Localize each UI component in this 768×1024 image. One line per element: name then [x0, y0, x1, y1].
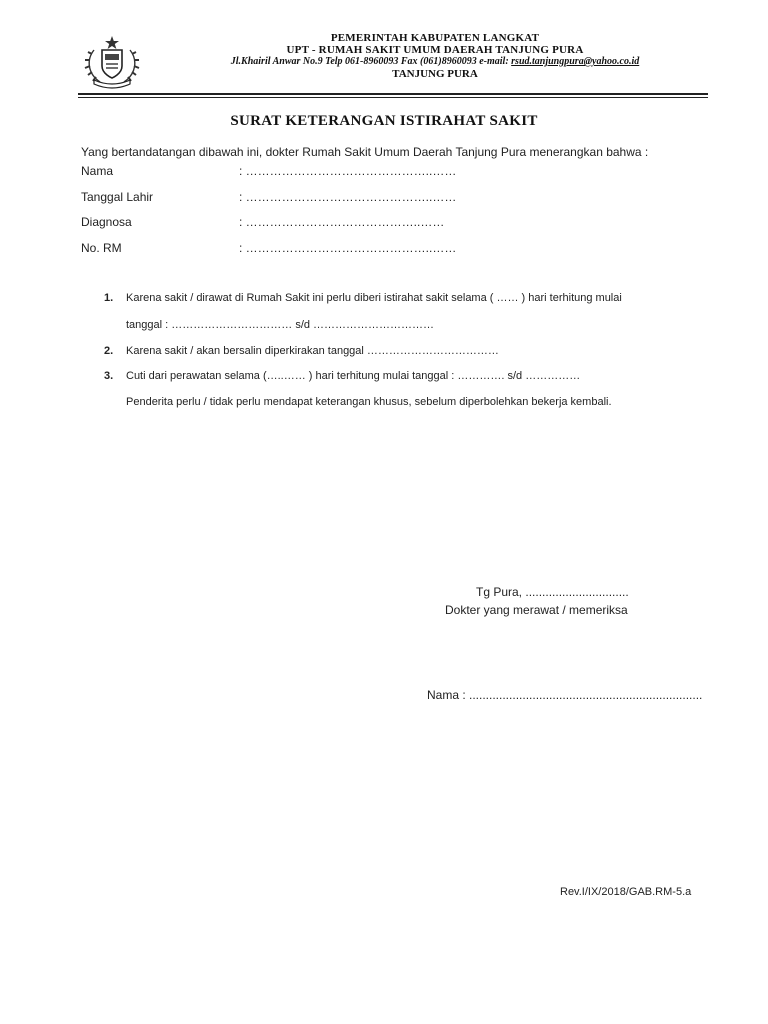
doctor-name-line: Nama : ......................................................................	[427, 688, 703, 702]
item-text: Karena sakit / akan bersalin diperkirakan tanggal ………………………………	[126, 345, 499, 357]
regency-emblem-icon	[80, 34, 144, 90]
letterhead	[150, 32, 720, 80]
field-label: No. RM	[81, 241, 122, 255]
field-no-rm	[81, 241, 456, 255]
letterhead-rule-thin	[78, 97, 708, 98]
address-text: Jl.Khairil Anwar No.9 Telp 061-8960093 Fax (061)8960093 e-mail:	[230, 56, 509, 67]
email-link[interactable]: rsud.tanjungpura@yahoo.co.id	[511, 56, 640, 67]
item-number: 1.	[104, 292, 114, 304]
item-text: Karena sakit / dirawat di Rumah Sakit ini perlu diberi istirahat sakit selama ( …… ) hari terhitung mulai	[126, 292, 622, 304]
field-label: Tanggal Lahir	[81, 190, 154, 204]
document-title: SURAT KETERANGAN ISTIRAHAT SAKIT	[230, 113, 538, 129]
letterhead-city: TANJUNG PURA	[392, 68, 478, 80]
field-label: Diagnosa	[81, 215, 132, 229]
place-date: Tg Pura, ...............................	[476, 585, 629, 599]
letterhead-government: PEMERINTAH KABUPATEN LANGKAT	[330, 32, 540, 44]
field-nama	[81, 164, 456, 178]
letterhead-hospital: UPT - RUMAH SAKIT UMUM DAERAH TANJUNG PURA	[286, 44, 584, 56]
list-item-2	[104, 345, 499, 357]
list-item-1	[104, 292, 622, 304]
field-value: : ……………………………………..……	[239, 215, 445, 229]
doctor-role: Dokter yang merawat / memeriksa	[445, 603, 628, 617]
field-diagnosa	[81, 215, 444, 229]
field-label: Nama	[81, 164, 114, 178]
revision-code: Rev.I/IX/2018/GAB.RM-5.a	[560, 886, 692, 898]
intro-text: Yang bertandatangan dibawah ini, dokter Rumah Sakit Umum Daerah Tanjung Pura menerangkan bahwa :	[81, 145, 649, 159]
letterhead-address	[150, 56, 720, 68]
field-value: : ………………………………………..……	[239, 241, 457, 255]
letterhead-rule-thick	[78, 93, 708, 95]
field-value: : ………………………………………..……	[239, 164, 457, 178]
item-number: 2.	[104, 345, 114, 357]
item-number: 3.	[104, 370, 114, 382]
note-text: Penderita perlu / tidak perlu mendapat keterangan khusus, sebelum diperbolehkan bekerja kembali.	[126, 396, 612, 408]
list-item-1-continuation: tanggal : …………………………… s/d ……………………………	[126, 319, 435, 331]
field-value: : ………………………………………..……	[239, 190, 457, 204]
field-tanggal-lahir	[81, 190, 456, 204]
item-text: Cuti dari perawatan selama (…..…… ) hari terhitung mulai tanggal : …………. s/d ……………	[126, 370, 581, 382]
list-item-3	[104, 370, 580, 382]
